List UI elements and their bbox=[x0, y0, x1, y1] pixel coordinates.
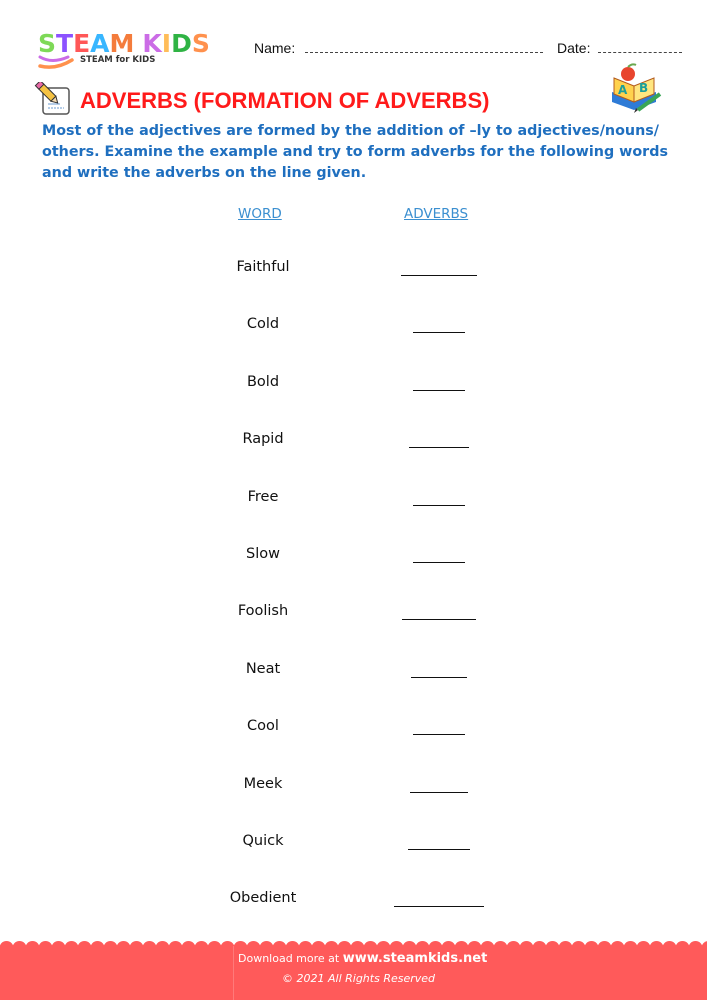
logo-tagline: STEAM for KIDS bbox=[80, 55, 156, 65]
adverb-answer-line[interactable] bbox=[413, 332, 465, 333]
table-row bbox=[0, 890, 707, 914]
adverb-answer-line[interactable] bbox=[411, 677, 467, 678]
logo-letter: S bbox=[38, 29, 57, 58]
footer-site-link[interactable]: www.steamkids.net bbox=[342, 951, 488, 966]
worksheet-title: ADVERBS (FORMATION OF ADVERBS) bbox=[80, 88, 490, 113]
footer-divider bbox=[233, 946, 234, 1000]
word-cell: Cool bbox=[247, 718, 279, 735]
table-row bbox=[0, 259, 707, 283]
adverb-answer-line[interactable] bbox=[402, 619, 476, 620]
ab-book-icon bbox=[608, 62, 664, 114]
adverb-answer-line[interactable] bbox=[408, 849, 470, 850]
word-cell: Obedient bbox=[229, 890, 297, 907]
title-row bbox=[34, 82, 490, 122]
table-row bbox=[0, 603, 707, 627]
column-header-word: WORD bbox=[238, 206, 282, 222]
table-row bbox=[0, 374, 707, 398]
adverb-answer-line[interactable] bbox=[394, 906, 484, 907]
adverb-answer-line[interactable] bbox=[413, 562, 465, 563]
date-field[interactable] bbox=[598, 40, 682, 53]
table-row bbox=[0, 661, 707, 685]
word-cell: Neat bbox=[245, 660, 281, 677]
instructions-text: Most of the adjectives are formed by the addition of –ly to adjectives/nouns/ others. Examine the example and try to form adverbs for the following words and write the adverbs on the line given. bbox=[42, 123, 668, 181]
date-label: Date: bbox=[557, 40, 591, 56]
logo-letter: M bbox=[109, 29, 135, 58]
adverb-answer-line[interactable] bbox=[413, 390, 465, 391]
word-cell: Rapid bbox=[242, 431, 284, 448]
table-row bbox=[0, 489, 707, 513]
column-header-adverbs: ADVERBS bbox=[404, 206, 469, 222]
footer-copyright: © 2021 All Rights Reserved bbox=[282, 972, 436, 985]
adverb-answer-line[interactable] bbox=[413, 505, 465, 506]
word-cell: Slow bbox=[246, 546, 280, 562]
word-cell: Bold bbox=[246, 373, 280, 390]
adverb-answer-line[interactable] bbox=[410, 792, 468, 793]
steam-kids-logo bbox=[38, 29, 210, 65]
table-row bbox=[0, 776, 707, 800]
logo-letter: D bbox=[171, 29, 192, 58]
logo-swoosh-icon bbox=[38, 54, 78, 72]
word-cell: Cold bbox=[246, 316, 280, 333]
logo-letter: K bbox=[142, 29, 162, 58]
word-cell: Foolish bbox=[237, 603, 289, 620]
adverb-answer-line[interactable] bbox=[409, 447, 469, 448]
name-date-line bbox=[254, 40, 682, 56]
logo-letter: S bbox=[191, 29, 210, 58]
word-cell: Free bbox=[247, 488, 279, 505]
name-label: Name: bbox=[254, 40, 296, 56]
pencil-paper-icon bbox=[34, 82, 74, 118]
logo-letter: I bbox=[161, 29, 172, 58]
footer-download-line bbox=[238, 951, 487, 966]
logo-letter: A bbox=[90, 29, 110, 58]
name-field[interactable] bbox=[305, 40, 543, 53]
word-cell: Quick bbox=[242, 833, 284, 849]
adverb-answer-line[interactable] bbox=[401, 275, 477, 276]
table-row bbox=[0, 546, 707, 570]
table-row bbox=[0, 718, 707, 742]
table-row bbox=[0, 431, 707, 455]
logo-letter: E bbox=[73, 29, 91, 58]
table-row bbox=[0, 833, 707, 857]
svg-text:B: B bbox=[639, 81, 649, 95]
logo-letter: T bbox=[56, 29, 74, 58]
word-cell: Faithful bbox=[236, 259, 290, 275]
table-row bbox=[0, 316, 707, 340]
footer-download-prefix: Download more at bbox=[238, 952, 340, 965]
adverb-answer-line[interactable] bbox=[413, 734, 465, 735]
svg-text:A: A bbox=[618, 83, 628, 97]
word-cell: Meek bbox=[243, 775, 283, 792]
